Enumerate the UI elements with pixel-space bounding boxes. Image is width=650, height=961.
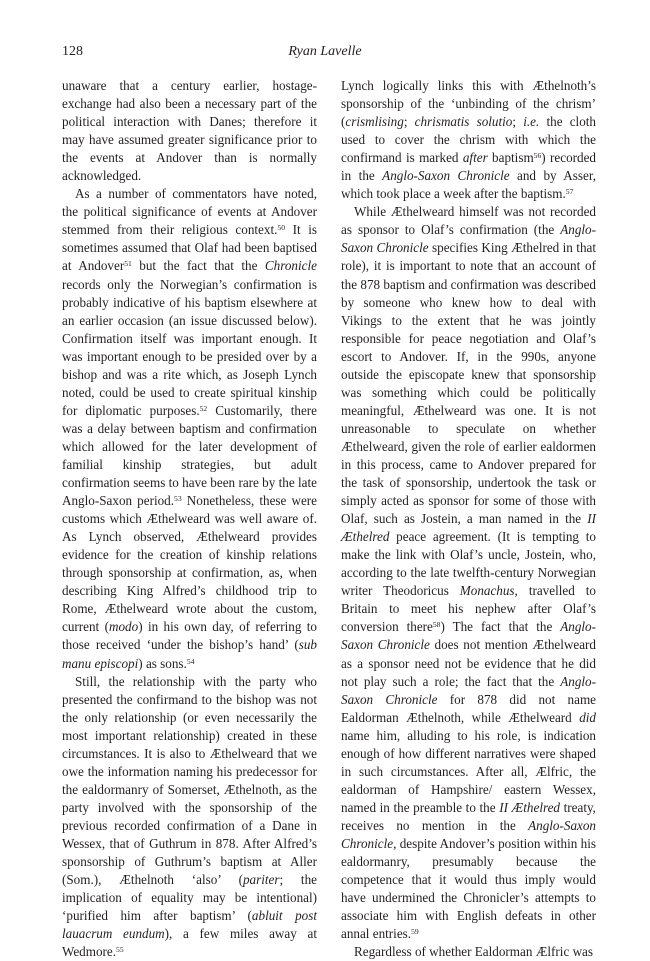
text: As a number of commentators have noted, the political significance of events at Andover stemmed from their religious context. <box>62 186 317 238</box>
paragraph-continued <box>62 77 317 185</box>
text: for 878 did not name Ealdorman Æthelnoth, while Æthelweard <box>341 691 597 725</box>
text: ) The fact that the <box>440 619 561 635</box>
italic-term: chrismatis solutio <box>414 114 513 130</box>
running-head: Ryan Lavelle <box>288 44 362 59</box>
footnote-ref: 57 <box>565 187 574 197</box>
italic-title: Anglo-Saxon Chronicle <box>341 817 596 851</box>
italic-title: II Æthelred <box>499 799 560 815</box>
footnote-ref: 52 <box>199 403 208 413</box>
footnote-ref: 56 <box>533 151 542 160</box>
text: the cloth used to cover the chrism with which the confirmand is marked <box>341 114 597 166</box>
page-header <box>62 44 588 64</box>
italic-term: sub manu episcopi <box>62 637 317 671</box>
text: ) recorded in the <box>341 150 596 184</box>
text: specifies King Æthelred in that role), it is important to note that an account of the 878 baptism and confirmation was described by someone who knew how to deal with Vikings to the extent that he was jointly responsible for peace negotiation and Olaf’s escort to Andover. If, in the 990s, anyone outside the episcopate knew that sponsorship was something which could be politically meaningful, Æthelweard was one. It is not unreasonable to speculate on whether Æthelweard, given the role of earlier ealdormen in this process, came to Andover prepared for the task of sponsorship, undertook the task or simply acted as sponsor for some of those with Olaf, such as Jostein, a man named in the <box>341 240 596 527</box>
footnote-ref: 58 <box>432 620 441 630</box>
text: ) in his own day, of referring to those received ‘under the bishop’s hand’ ( <box>62 619 318 653</box>
italic-term: pariter <box>242 872 280 888</box>
text: , despite Andover’s position within his ealdormanry, presumably because the competence that it would thus imply would have undermined the Chronicler’s attempts to associate him with English defeats in other annal entries. <box>341 835 596 942</box>
paragraph-confirmation-context <box>62 185 317 672</box>
text: Regardless of whether Ealdorman Ælfric was <box>354 944 594 960</box>
footnote-ref: 51 <box>124 259 132 269</box>
italic-title: Anglo-Saxon Chronicle <box>341 673 596 707</box>
italic-term: modo <box>108 619 139 635</box>
italic-emphasis: after <box>462 150 488 166</box>
text: While Æthelweard himself was not recorded as sponsor to Olaf’s confirmation (the <box>341 204 596 238</box>
left-column <box>62 77 317 961</box>
footnote-ref: 53 <box>174 493 182 503</box>
text: ) as sons. <box>138 655 187 671</box>
text: Nonetheless, these were customs which Æthelweard was well aware of. As Lynch observed, Æthelweard provides evidence for the creation of kinship relations through sponsorship at confirmation, as, when describing King Alfred’s childhood trip to Rome, Æthelweard wrote about the custom, current ( <box>62 493 317 635</box>
footnote-ref: 59 <box>411 927 419 937</box>
text: but the fact that the <box>131 258 265 274</box>
footnote-ref: 50 <box>277 223 286 233</box>
text: ; <box>512 114 524 130</box>
italic-title: Anglo-Saxon Chronicle <box>341 619 596 653</box>
text: records only the Norwegian’s confirmation is probably indicative of his baptism elsewhere at an earlier occasion (an issue discussed below). Confirmation itself was important enough. It was important enough to be presided over by a bishop and was a rite which, as Joseph Lynch noted, could be used to create spiritual kinship for diplomatic purposes. <box>62 276 317 418</box>
footnote-ref: 54 <box>186 656 195 666</box>
text: and by Asser, which took place a week after the baptism. <box>341 168 596 202</box>
italic-emphasis: did <box>579 709 596 725</box>
page-number: 128 <box>62 44 83 59</box>
text: ; <box>403 114 415 130</box>
italic-title: Chronicle <box>264 258 317 274</box>
text: unaware that a century earlier, hostage-exchange had also been a necessary part of the political interaction with Danes; therefore it may have assumed greater significance prior to the events at Andover than is normally acknowledged. <box>62 78 317 184</box>
paragraph-lynch <box>341 77 596 203</box>
text: name him, alluding to his role, is indication enough of how different narratives were shaped in such circumstances. After all, Ælfric, the ealdorman of Hampshire/ eastern Wessex, named in the preamble to the <box>341 727 596 815</box>
italic-term: abluit post lauacrum eundum <box>62 908 318 942</box>
text: Customarily, there was a delay between baptism and confirmation which allowed for the later development of familial kinship strategies, but adult confirmation seems to have been rare by the late Anglo-Saxon period. <box>62 402 317 509</box>
italic-title: Anglo-Saxon Chronicle <box>382 168 510 184</box>
text: does not mention Æthelweard as a sponsor need not be evidence that he did not play such a role; the fact that the <box>341 637 596 689</box>
text: ), a few miles away at Wedmore. <box>62 926 317 960</box>
text: ; the implication of equality may be intentional) ‘purified him after baptism’ ( <box>62 872 317 924</box>
italic-term: i.e. <box>523 114 540 130</box>
paragraph-guthrum <box>62 673 317 961</box>
italic-term: Monachus <box>459 583 515 599</box>
text: It is sometimes assumed that Olaf had been baptised at Andover <box>62 222 317 274</box>
footnote-ref: 55 <box>116 945 124 955</box>
text: Still, the relationship with the party who presented the confirmand to the bishop was not the only relationship (or even necessarily the most important relationship) created in these circumstances. It is also to Æthelweard that we owe the information naming his predecessor for the ealdormanry of Somerset, Æthelnoth, as the party involved with the sponsorship of the previous recorded confirmation of a Dane in Wessex, that of Guthrum in 878. After Alfred’s sponsorship of Guthrum’s baptism at Aller (Som.), Æthelnoth ‘also’ ( <box>62 673 317 888</box>
text: baptism <box>487 150 534 166</box>
text: Lynch logically links this with Æthelnoth’s sponsorship of the ‘unbinding of the chrism’ ( <box>341 78 596 130</box>
right-column <box>341 77 596 961</box>
text: treaty, receives no mention in the <box>341 799 596 833</box>
italic-title: Anglo-Saxon Chronicle <box>341 222 596 256</box>
italic-title: II Æthelred <box>341 511 596 545</box>
text: peace agreement. (It is tempting to make the link with Olaf’s uncle, Jostein, who, according to the late twelfth-century Norwegian writer Theodoricus <box>341 529 596 599</box>
paragraph-aethelweard-sponsor <box>341 203 596 943</box>
paragraph-aelfric <box>341 943 596 961</box>
text: , travelled to Britain to meet his nephew after Olaf’s conversion there <box>341 583 596 635</box>
italic-term: crismlising <box>345 114 404 130</box>
